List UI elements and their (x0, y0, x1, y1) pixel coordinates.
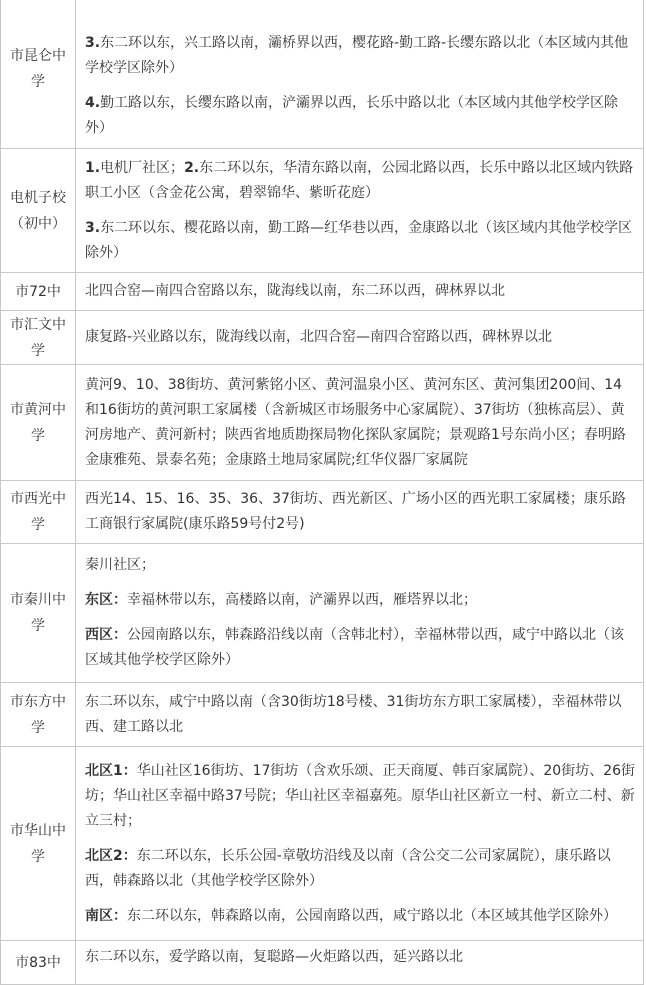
district-paragraph: 西光14、15、16、35、36、37街坊、西光新区、广场小区的西光职工家属楼；康乐路工商银行家属院(康乐路59号付2号) (85, 491, 626, 532)
district-description (76, 683, 644, 747)
district-paragraph (85, 904, 635, 929)
school-name: 市华山中学 (1, 747, 76, 941)
school-name: 市东方中学 (1, 683, 76, 747)
district-description (76, 0, 644, 149)
district-text: 勤工路以东，长缨东路以南，浐灞界以西，长乐中路以北（本区域内其他学校学区除外） (85, 94, 619, 136)
district-description (76, 544, 644, 683)
district-description (76, 311, 644, 365)
item-number: 3. (85, 34, 101, 51)
item-number: 2. (184, 159, 200, 176)
district-paragraph: 东二环以东，咸宁中路以南（含30街坊18号楼、31街坊东方职工家属楼），幸福林带以西、建工路以北 (85, 693, 622, 735)
district-text: 东二环以东，长乐公园-章敬坊沿线及以南（含公交二公司家属院），康乐路以西，韩森路以北（其他学校学区除外） (85, 847, 611, 889)
table-row (1, 481, 644, 544)
district-paragraph (85, 623, 635, 673)
school-name: 市83中 (1, 941, 76, 985)
district-description (76, 481, 644, 544)
district-text: 东二环以东，华清东路以南，公园北路以西，长乐中路以北区域内铁路职工小区（含金花公寓，碧翠锦华、紫昕花庭） (85, 159, 634, 201)
table-row (1, 941, 644, 985)
district-description (76, 747, 644, 941)
district-text: 电机厂社区； (100, 159, 185, 176)
table-row (1, 0, 644, 149)
district-text: 华山社区16街坊、17街坊（含欢乐颂、正天商厦、韩百家属院）、20街坊、26街坊；华山社区幸福中路37号院；华山社区幸福嘉苑。原华山社区新立一村、新立二村、新立三村； (85, 762, 636, 829)
district-description (76, 273, 644, 311)
school-name: 市汇文中学 (1, 311, 76, 365)
district-text: 东二环以东、樱花路以南，勤工路—红华巷以西，金康路以北（该区域内其他学校学区除外） (85, 219, 633, 261)
district-paragraph: 黄河9、10、38街坊、黄河紫铭小区、黄河温泉小区、黄河东区、黄河集团200间、14和16街坊的黄河职工家属楼（含新城区市场服务中心家属院）、37街坊（独栋高层）、黄河房地产、黄河新村；陕西省地质勘探局物化探队家属院；景观路1号东尚小区；春明路金康雅苑、景泰名苑；金康路土地局家属院;红华仪器厂家属院 (85, 376, 626, 468)
zone-label: 东区： (85, 592, 127, 608)
school-name: 市昆仑中学 (1, 0, 76, 149)
school-name: 电机子校（初中） (1, 149, 76, 273)
zone-label: 南区： (85, 907, 127, 924)
district-paragraph (85, 216, 635, 266)
school-name: 市72中 (1, 273, 76, 311)
table-row (1, 365, 644, 481)
zone-label: 北区1： (85, 762, 137, 779)
district-text: 东二环以东，韩森路以南，公园南路以西，咸宁路以北（本区域其他学区除外） (127, 907, 617, 924)
table-row (1, 149, 644, 273)
item-number: 1. (85, 159, 101, 176)
district-paragraph (85, 91, 635, 141)
district-text: 幸福林带以东，高楼路以南，浐灞界以西，雁塔界以北； (127, 592, 477, 608)
school-name: 市西光中学 (1, 481, 76, 544)
zone-label: 北区2： (85, 847, 137, 864)
table-row (1, 747, 644, 941)
district-paragraph: 东二环以东，爱学路以南，复聪路—火炬路以西，延兴路以北 (85, 949, 463, 965)
district-paragraph (85, 156, 635, 206)
table-row (1, 683, 644, 747)
zone-label: 西区： (85, 627, 127, 643)
table-row (1, 544, 644, 683)
district-paragraph: 北四合窑—南四合窑路以东，陇海线以南，东二环以西，碑林界以北 (85, 283, 505, 299)
district-paragraph (85, 31, 635, 81)
table-row (1, 311, 644, 365)
item-number: 4. (85, 94, 101, 111)
district-description (76, 365, 644, 481)
table-row (1, 273, 644, 311)
district-paragraph (85, 759, 635, 834)
district-description (76, 941, 644, 985)
district-paragraph: 康复路-兴业路以东，陇海线以南，北四合窑—南四合窑路以西，碑林界以北 (85, 329, 553, 345)
district-text: 东二环以东，兴工路以南，灞桥界以西，樱花路-勤工路-长缨东路以北（本区域内其他学校学区除外） (85, 34, 629, 76)
item-number: 3. (85, 219, 101, 236)
district-paragraph: 秦川社区； (85, 557, 155, 573)
district-paragraph (85, 844, 635, 894)
school-name: 市秦川中学 (1, 544, 76, 683)
district-text: 公园南路以东，韩森路沿线以南（含韩北村），幸福林带以西，咸宁中路以北（该区域其他学校学区除外） (85, 627, 624, 668)
district-description (76, 149, 644, 273)
school-name: 市黄河中学 (1, 365, 76, 481)
district-paragraph (85, 588, 635, 613)
